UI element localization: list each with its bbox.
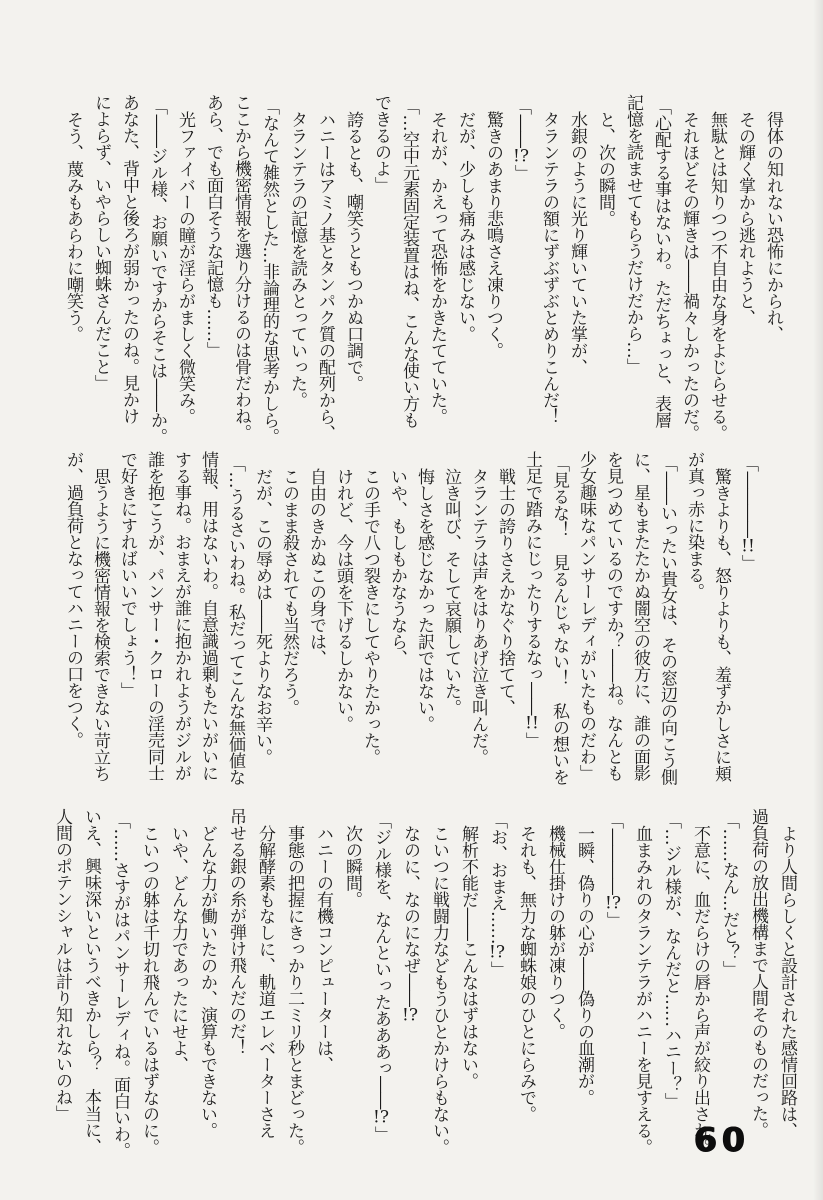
text-line: 驚きよりも、怒りよりも、羞ずかしさに頬	[711, 468, 731, 782]
text-line: 悔しさを感じなかった訳ではない。	[414, 468, 434, 732]
text-line: 記憶を読ませてもらうだけだから…」	[623, 94, 643, 375]
text-line: 無駄とは知りつつ不自由な身をよじらせる。	[707, 111, 727, 441]
text-line: 「――――!!」	[738, 455, 758, 571]
text-line: タランテラは声をはりあげ泣き叫んだ。	[468, 468, 488, 765]
text-line: こいつに戦闘力などもうひとかけらもない。	[429, 825, 449, 1155]
text-line: 情報、用はないわ。自意識過剰もたいがいに	[198, 451, 218, 781]
text-line: 自由のきかぬこの身では、	[306, 468, 326, 666]
text-line: 土足で踏みにじったりするなっ――!!」	[522, 451, 542, 749]
page-number: 60	[694, 1120, 750, 1159]
text-line: 戦士の誇りさえかなぐり捨てて、	[495, 468, 515, 716]
text-line: 過負荷の放出機構まで人間そのものだった。	[748, 808, 768, 1138]
text-line: その輝く掌から逃れようと、	[735, 111, 755, 326]
text-line: する事ね。おまえが誰に抱かれようがジルが	[171, 451, 191, 781]
text-line: 「心配する事はないわ。ただちょっと、表層	[651, 98, 671, 428]
text-line: 人間のポテンシャルは計り知れないのね」	[52, 808, 72, 1122]
text-line: 「……なん…だと？」	[719, 812, 739, 977]
text-line: が、過負荷となってハニーの口をつく。	[63, 451, 83, 748]
text-line: この手で八つ裂きにしてやりたかった。	[360, 468, 380, 765]
text-line: ハニーはアミノ基とタンパク質の配列から、	[315, 111, 335, 441]
text-line: だが、この辱めは――死よりなお辛い。	[252, 468, 272, 765]
text-line: 「…うるさいわね。私だってこんな無価値な	[225, 455, 245, 785]
text-line: 解析不能だ――こんなはずはない。	[458, 825, 478, 1089]
text-line: 泣き叫び、そして哀願していた。	[441, 468, 461, 716]
text-line: 少女趣味なパンサーレディがいたものだわ」	[576, 451, 596, 781]
text-line: 血まみれのタランテラがハニーを見すえる。	[632, 825, 652, 1155]
text-line: 得体の知れない恐怖にかられ、	[763, 111, 783, 342]
text-line: と、次の瞬間。	[595, 111, 615, 227]
text-block-middle	[59, 451, 761, 803]
text-line: 吊せる銀の糸が弾け飛んだのだ！	[226, 808, 246, 1056]
text-line: より人間らしくと設計された感情回路は、	[777, 825, 797, 1139]
text-line: 「なんて雑然とした…非論理的な思考かしら。	[259, 98, 279, 445]
text-block-top	[59, 94, 787, 446]
text-line: 「…空中元素固定装置はね、こんな使い方も	[399, 98, 419, 428]
text-line: だが、少しも痛みは感じない。	[455, 111, 475, 342]
text-line: 不意に、血だらけの唇から声が絞り出され。	[690, 825, 710, 1155]
text-line: いや、もしもかなうなら、	[387, 468, 407, 666]
text-line: 「――いったい貴女は、その窓辺の向こう側	[657, 455, 677, 785]
text-line: そう、蔑みもあらわに嘲笑う。	[63, 111, 83, 342]
text-line: 驚きのあまり悲鳴さえ凍りつく。	[483, 111, 503, 359]
text-line: 「ジル様を、なんといったあああっ――!?」	[371, 812, 391, 1143]
text-line: 次の瞬間。	[342, 825, 362, 908]
text-line: 分解酵素もなしに、軌道エレベーターさえ	[255, 825, 275, 1139]
text-line: こいつの躰は千切れ飛んでいるはずなのに。	[139, 825, 159, 1155]
text-line: 「――ジル様、お願いですからそこは――か。	[147, 98, 167, 445]
text-line: どんな力が働いたのか、演算もできない。	[197, 825, 217, 1139]
text-line: いや、どんな力であったにせよ、	[168, 825, 188, 1073]
text-line: 「――!?」	[511, 98, 531, 181]
text-line: このまま殺されても当然だろう。	[279, 468, 299, 716]
text-line: あなた、背中と後ろが弱かったのね。見かけ	[119, 94, 139, 424]
text-line: 機械仕掛けの躰が凍りつく。	[545, 825, 565, 1040]
text-line: によらず、いやらしい蜘蛛さんだこと」	[91, 94, 111, 391]
text-line: できるのよ」	[371, 94, 391, 193]
text-line: 「お、おまえ……!?」	[487, 812, 507, 978]
text-line: あら、でも面白そうな記憶も……」	[203, 94, 223, 358]
text-line: 一瞬、偽りの心が――偽りの血潮が。	[574, 825, 594, 1106]
text-line: を見つめているのですか？――ね。なんとも	[603, 451, 623, 781]
text-line: なのに、なのになぜ――!?	[400, 825, 420, 1024]
text-line: 「……さすがはパンサーレディね。面白いわ。	[110, 812, 130, 1159]
text-line: 誰を抱こうが、パンサー・クローの淫売同士	[144, 451, 164, 781]
text-line: が真っ赤に染まる。	[684, 451, 704, 600]
text-line: 光ファイバーの瞳が淫らがましく微笑み。	[175, 111, 195, 425]
text-line: いえ、興味深いというべきかしら？ 本当に、	[81, 808, 101, 1155]
text-line: それが、かえって恐怖をかきたてていた。	[427, 111, 447, 425]
text-line: 事態の把握にきっかり二ミリ秒とまどった。	[284, 825, 304, 1155]
text-line: 思うように機密情報を検索できない苛立ち	[90, 468, 110, 782]
text-line: ハニーの有機コンピューターは、	[313, 825, 333, 1073]
text-line: 「…ジル様が、なんだと……ハニー？」	[661, 812, 681, 1109]
text-line: タランテラの額にずぶずぶとめりこんだ！	[539, 111, 559, 425]
text-line: ここから機密情報を選り分けるのは骨だわね。	[231, 94, 251, 441]
text-line: それも、無力な蜘蛛娘のひとにらみで。	[516, 825, 536, 1122]
text-line: 水銀のように光り輝いていた掌が、	[567, 111, 587, 375]
text-line: タランテラの記憶を読みとっていった。	[287, 111, 307, 408]
text-line: けれど、今は頭を下げるしかない。	[333, 468, 353, 732]
text-line: に、星もまたたかぬ闇空の彼方に、誰の面影	[630, 451, 650, 781]
text-line: それほどその輝きは――禍々しかったのだ。	[679, 111, 699, 441]
text-line: 「見るな！ 見るんじゃない！ 私の想いを	[549, 455, 569, 785]
text-line: 「――――!?」	[603, 812, 623, 928]
text-line: 誇るとも、嘲笑うともつかぬ口調で。	[343, 111, 363, 392]
text-block-bottom	[47, 808, 801, 1160]
text-line: で好きにすればいいでしょう！」	[117, 451, 137, 699]
